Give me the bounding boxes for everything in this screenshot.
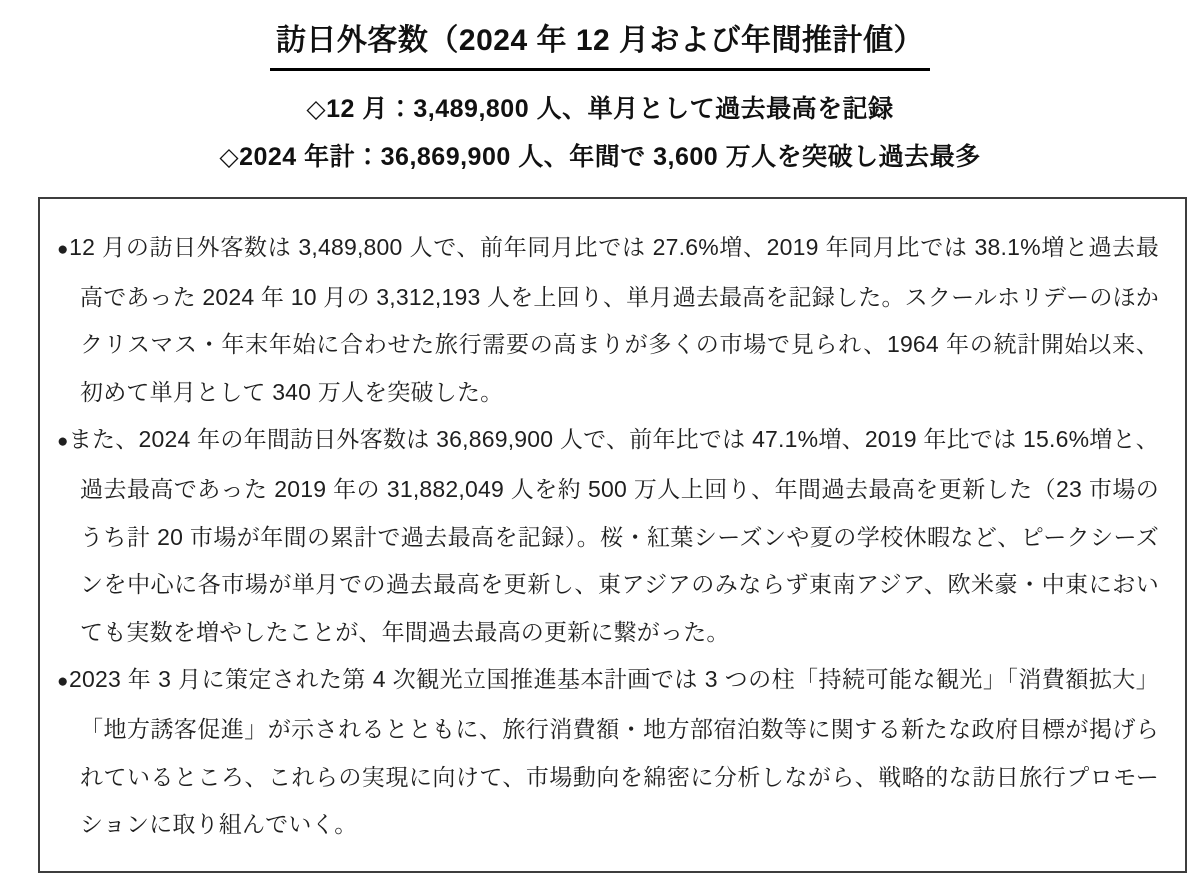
title-row [0,24,1200,71]
headline-annual-figure: ◇2024 年計：36,869,900 人、年間で 3,600 万人を突破し過去最多 [219,142,981,171]
bullet-icon: ● [57,431,69,453]
bullet-paragraph-policy [57,656,1159,848]
document-header [0,0,1200,181]
page-title: 訪日外客数（2024 年 12 月および年間推計値） [270,24,930,71]
bullet-icon: ● [57,239,70,260]
bullet-icon: ● [57,671,69,693]
bullet-paragraph-december [57,224,1159,416]
bullet-text-policy: 2023 年 3 月に策定された第 4 次観光立国推進基本計画では 3 つの柱「持続可能な観光」「消費額拡大」「地方誘客促進」が示されるとともに、旅行消費額・地方部宿泊数等に関する新たな政府目標が掲げられているところ、これらの実現に向けて、市場動向を綿密に分析しながら、戦略的な訪日旅行プロモーションに取り組んでいく。 [68,666,1159,838]
bullet-text-annual: また、2024 年の年間訪日外客数は 36,869,900 人で、前年比では 47.1%増、2019 年比では 15.6%増と、過去最高であった 2019 年の 31,882,049 人を約 500 万人上回り、年間過去最高を更新した（23 市場のうち計 20 市場が年間の累計で過去最高を記録）。桜・紅葉シーズンや夏の学校休暇など、ピークシーズンを中心に各市場が単月での過去最高を更新し、東アジアのみならず東南アジア、欧米豪・中東においても実数を増やしたことが、年間過去最高の更新に繋がった。 [68,426,1159,645]
bullet-text-december: 12 月の訪日外客数は 3,489,800 人で、前年同月比では 27.6%増、2019 年同月比では 38.1%増と過去最高であった 2024 年 10 月の 3,312,193 人を上回り、単月過去最高を記録した。スクールホリデーのほかクリスマス・年末年始に合わせた旅行需要の高まりが多くの市場で見られ、1964 年の統計開始以来、初めて単月として 340 万人を突破した。 [69,234,1160,405]
headline-december-figure: ◇12 月：3,489,800 人、単月として過去最高を記録 [306,94,894,123]
summary-box [38,197,1187,873]
bullet-paragraph-annual [57,416,1159,656]
